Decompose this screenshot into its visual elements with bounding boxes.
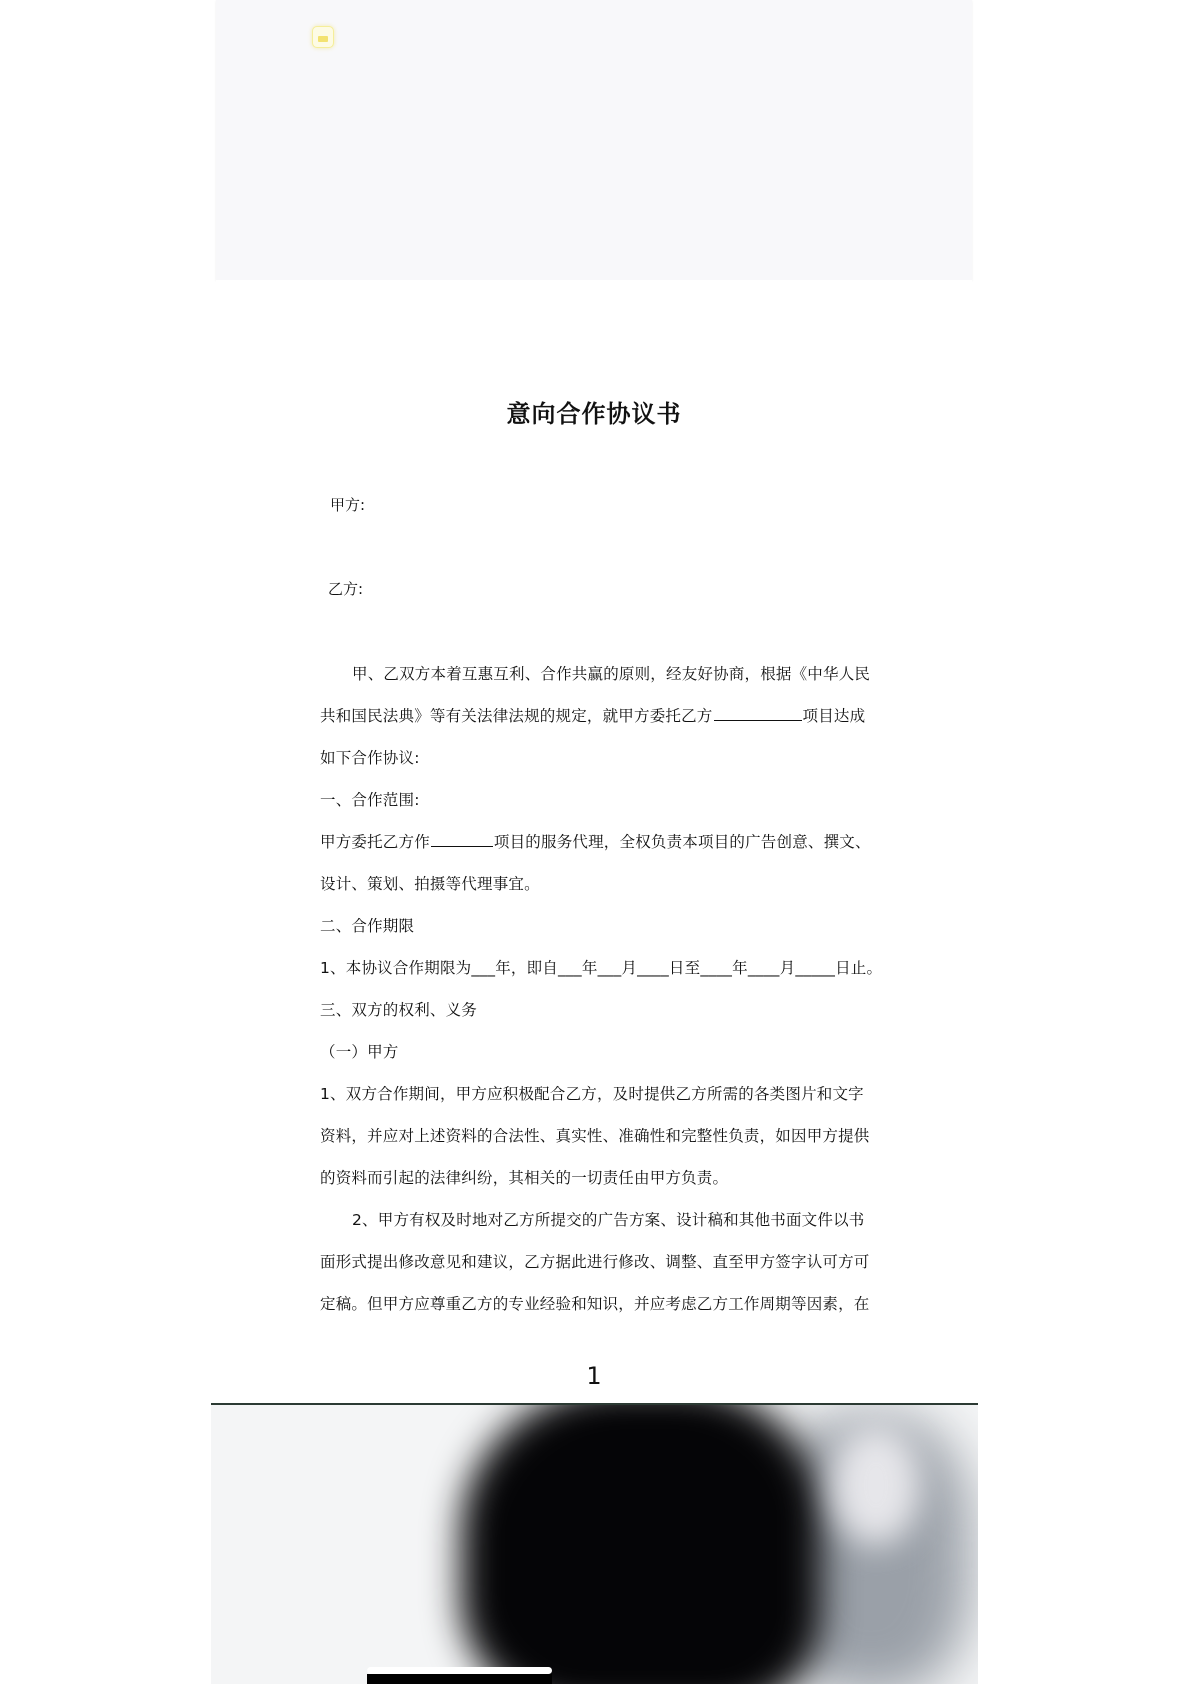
paragraph-line: 面形式提出修改意见和建议，乙方据此进行修改、调整、直至甲方签字认可方可 [320,1253,870,1271]
blurred-shape [461,1403,821,1684]
paragraph-line: 1、双方合作期间，甲方应积极配合乙方，及时提供乙方所需的各类图片和文字 [320,1085,864,1103]
section-heading: 三、双方的权利、义务 [320,1001,478,1019]
page-number: 1 [586,1362,602,1390]
paragraph-line: 如下合作协议: [320,749,420,767]
document-title: 意向合作协议书 [506,400,682,428]
paragraph-line: 设计、策划、拍摄等代理事宜。 [320,875,540,893]
document-page [216,280,972,1403]
paragraph-line: 甲、乙双方本着互惠互利、合作共赢的原则，经友好协商，根据《中华人民 [352,665,871,683]
paragraph-line: 2、甲方有权及时地对乙方所提交的广告方案、设计稿和其他书面文件以书 [352,1211,865,1229]
party-b-label: 乙方: [328,580,364,598]
paragraph-line: 共和国民法典》等有关法律法规的规定，就甲方委托乙方 项目达成 [320,707,866,725]
section-heading: 二、合作期限 [320,917,415,935]
camera-preview-area [211,1403,978,1684]
paragraph-line: 定稿。但甲方应尊重乙方的专业经验和知识，并应考虑乙方工作周期等因素，在 [320,1295,870,1313]
paragraph-line: 1、本协议合作期限为___年，即自___年___月____日至____年____月_____日止。 [320,959,883,977]
party-a-label: 甲方: [330,496,366,514]
home-indicator[interactable] [367,1667,552,1674]
subsection-heading: （一）甲方 [320,1043,399,1061]
fill-in-blank [714,706,802,721]
home-indicator-backdrop [367,1674,552,1684]
paragraph-line: 的资料而引起的法律纠纷，其相关的一切责任由甲方负责。 [320,1169,729,1187]
image-thumbnail-icon[interactable] [312,26,334,48]
section-heading: 一、合作范围: [320,791,420,809]
fill-in-blank [431,832,493,847]
blurred-shape [831,1425,921,1545]
paragraph-line: 甲方委托乙方作 项目的服务代理，全权负责本项目的广告创意、撰文、 [320,833,871,851]
paragraph-line: 资料，并应对上述资料的合法性、真实性、准确性和完整性负责，如因甲方提供 [320,1127,870,1145]
